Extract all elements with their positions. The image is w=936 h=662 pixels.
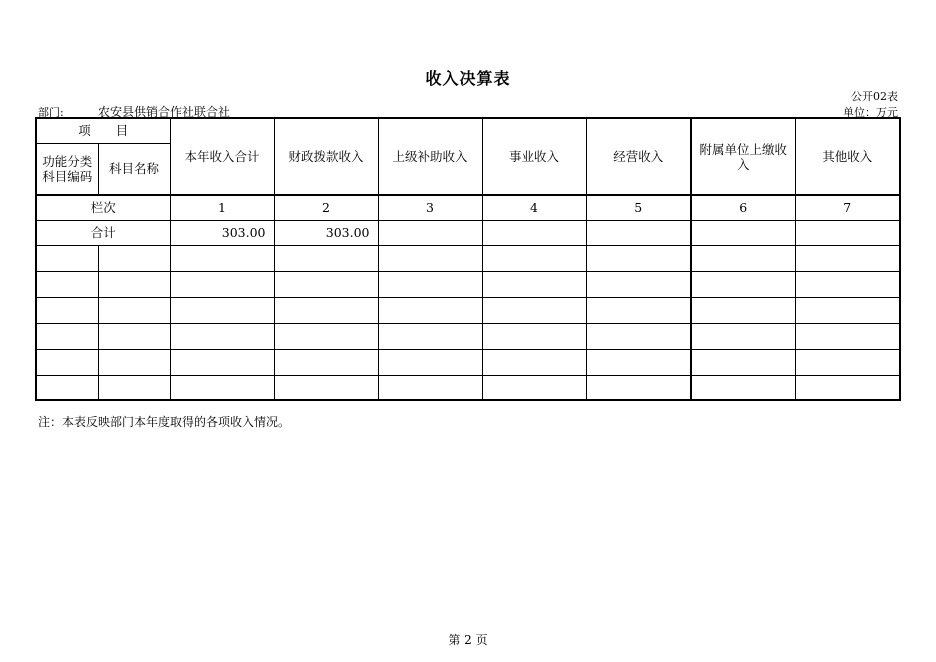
table-cell (98, 245, 170, 271)
table-cell (170, 271, 274, 297)
table-cell (98, 271, 170, 297)
table-cell (98, 297, 170, 323)
table-cell (98, 323, 170, 349)
total-value (482, 220, 586, 245)
column-index: 7 (795, 195, 900, 220)
table-cell (482, 245, 586, 271)
col-header-superior: 上级补助收入 (378, 118, 482, 195)
col-header-operating: 经营收入 (586, 118, 691, 195)
table-cell (274, 323, 378, 349)
table-row (36, 323, 900, 349)
table-cell (274, 375, 378, 400)
total-value (378, 220, 482, 245)
table-cell (170, 323, 274, 349)
column-index: 5 (586, 195, 691, 220)
table-cell (482, 271, 586, 297)
table-row (36, 271, 900, 297)
column-index: 3 (378, 195, 482, 220)
income-table (35, 117, 901, 401)
table-cell (36, 271, 98, 297)
subject-name-header: 科目名称 (98, 143, 170, 195)
table-cell (691, 297, 795, 323)
table-note: 注：本表反映部门本年度取得的各项收入情况。 (38, 415, 291, 429)
table-cell (482, 375, 586, 400)
total-value (586, 220, 691, 245)
table-cell (378, 271, 482, 297)
table-cell (36, 323, 98, 349)
column-index-label: 栏次 (36, 195, 170, 220)
table-cell (795, 297, 900, 323)
table-cell (170, 375, 274, 400)
department-name: 农安县供销合作社联合社 (98, 105, 231, 119)
table-row (36, 297, 900, 323)
column-index-row (36, 195, 900, 220)
table-cell (482, 349, 586, 375)
table-cell (274, 349, 378, 375)
table-cell (36, 245, 98, 271)
col-header-affiliated: 附属单位上缴收入 (691, 118, 795, 195)
table-cell (586, 349, 691, 375)
total-value (795, 220, 900, 245)
table-cell (691, 323, 795, 349)
table-cell (378, 349, 482, 375)
form-number: 公开02表 (851, 90, 898, 103)
table-row (36, 375, 900, 400)
page-title: 收入决算表 (425, 69, 511, 88)
table-cell (170, 349, 274, 375)
table-cell (795, 323, 900, 349)
table-cell (170, 297, 274, 323)
table-row (36, 349, 900, 375)
total-value: 303.00 (170, 220, 274, 245)
table-cell (98, 349, 170, 375)
total-label: 合计 (36, 220, 170, 245)
item-header: 项 目 (36, 118, 170, 143)
table-cell (586, 297, 691, 323)
table-cell (274, 297, 378, 323)
table-row (36, 245, 900, 271)
table-cell (795, 375, 900, 400)
table-cell (274, 271, 378, 297)
table-cell (691, 375, 795, 400)
table-cell (691, 271, 795, 297)
table-cell (586, 245, 691, 271)
col-header-fiscal: 财政拨款收入 (274, 118, 378, 195)
col-header-business: 事业收入 (482, 118, 586, 195)
column-index: 1 (170, 195, 274, 220)
table-cell (170, 245, 274, 271)
table-cell (378, 245, 482, 271)
unit-label: 单位：万元 (843, 106, 898, 119)
table-cell (795, 245, 900, 271)
col-header-other: 其他收入 (795, 118, 900, 195)
table-cell (274, 245, 378, 271)
table-cell (98, 375, 170, 400)
column-index: 4 (482, 195, 586, 220)
department-label: 部门: (38, 106, 64, 119)
func-code-header: 功能分类科目编码 (36, 143, 98, 195)
table-cell (482, 323, 586, 349)
table-cell (378, 323, 482, 349)
table-cell (586, 323, 691, 349)
table-cell (586, 271, 691, 297)
table-cell (378, 297, 482, 323)
table-cell (378, 375, 482, 400)
table-cell (586, 375, 691, 400)
total-value: 303.00 (274, 220, 378, 245)
table-cell (795, 271, 900, 297)
total-value (691, 220, 795, 245)
column-index: 6 (691, 195, 795, 220)
table-cell (691, 349, 795, 375)
table-cell (36, 349, 98, 375)
table-cell (36, 375, 98, 400)
column-index: 2 (274, 195, 378, 220)
page-number: 第 2 页 (448, 633, 488, 647)
total-row (36, 220, 900, 245)
header-row (36, 118, 900, 143)
table-cell (482, 297, 586, 323)
col-header-total: 本年收入合计 (170, 118, 274, 195)
table-cell (691, 245, 795, 271)
table-cell (795, 349, 900, 375)
table-cell (36, 297, 98, 323)
